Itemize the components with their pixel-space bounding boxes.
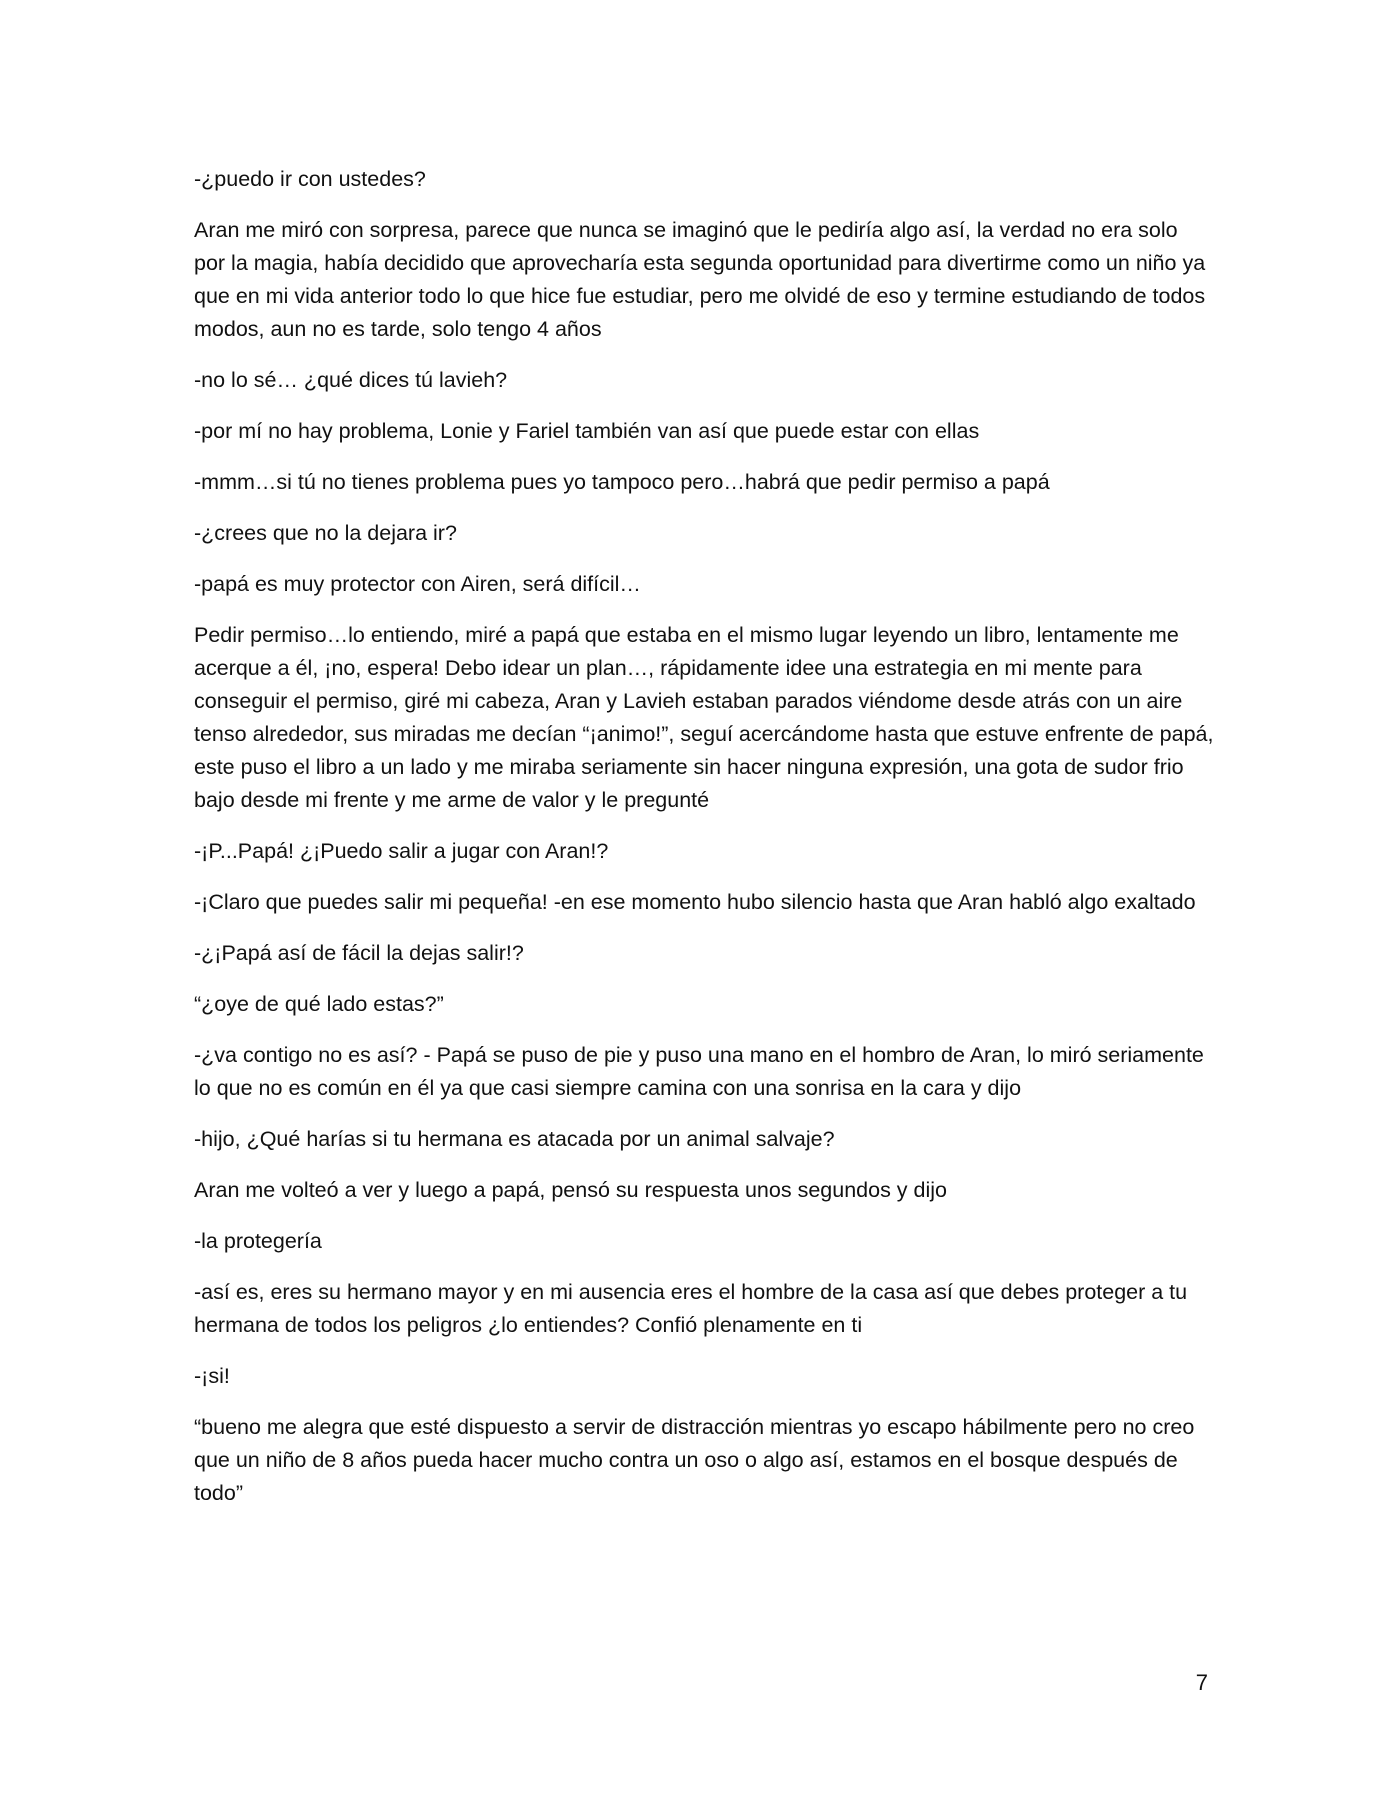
- paragraph: -¡si!: [194, 1364, 230, 1388]
- paragraph: Pedir permiso…lo entiendo, miré a papá que estaba en el mismo lugar leyendo un libro, lentamente me acerque a él, ¡no, espera! Debo idear un plan…, rápidamente idee una estrategia en mi mente para conseguir el permiso, giré mi cabeza, Aran y Lavieh estaban parados viéndome desde atrás con un aire tenso alrededor, sus miradas me decían “¡animo!”, seguí acercándome hasta que estuve enfrente de papá, este puso el libro a un lado y me miraba seriamente sin hacer ninguna expresión, una gota de sudor frio bajo desde mi frente y me arme de valor y le pregunté: [194, 623, 1214, 812]
- paragraph: -¿crees que no la dejara ir?: [194, 521, 457, 545]
- paragraph: -¡Claro que puedes salir mi pequeña! -en ese momento hubo silencio hasta que Aran habló algo exaltado: [194, 890, 1196, 914]
- paragraph: Aran me miró con sorpresa, parece que nunca se imaginó que le pediría algo así, la verdad no era solo por la magia, había decidido que aprovecharía esta segunda oportunidad para divertirme como un niño ya que en mi vida anterior todo lo que hice fue estudiar, pero me olvidé de eso y termine estudiando de todos modos, aun no es tarde, solo tengo 4 años: [194, 218, 1206, 341]
- paragraph: -no lo sé… ¿qué dices tú lavieh?: [194, 368, 508, 392]
- paragraph: -papá es muy protector con Airen, será difícil…: [194, 572, 641, 596]
- paragraph: Aran me volteó a ver y luego a papá, pensó su respuesta unos segundos y dijo: [194, 1178, 947, 1202]
- paragraph: -¡P...Papá! ¿¡Puedo salir a jugar con Aran!?: [194, 839, 609, 863]
- paragraph: -así es, eres su hermano mayor y en mi ausencia eres el hombre de la casa así que debes proteger a tu hermana de todos los peligros ¿lo entiendes? Confió plenamente en ti: [194, 1280, 1188, 1337]
- paragraph: -¿va contigo no es así? - Papá se puso de pie y puso una mano en el hombro de Aran, lo miró seriamente lo que no es común en él ya que casi siempre camina con una sonrisa en la cara y dijo: [194, 1043, 1204, 1100]
- paragraph: -la protegería: [194, 1229, 322, 1253]
- page-number: 7: [1195, 1670, 1208, 1695]
- paragraph: -hijo, ¿Qué harías si tu hermana es atacada por un animal salvaje?: [194, 1127, 835, 1151]
- body-text: [194, 163, 1214, 1528]
- paragraph: “bueno me alegra que esté dispuesto a servir de distracción mientras yo escapo hábilmente pero no creo que un niño de 8 años pueda hacer mucho contra un oso o algo así, estamos en el bosque después de todo”: [194, 1415, 1195, 1505]
- paragraph: -por mí no hay problema, Lonie y Fariel también van así que puede estar con ellas: [194, 419, 980, 443]
- paragraph: -¿puedo ir con ustedes?: [194, 167, 426, 191]
- paragraph: -mmm…si tú no tienes problema pues yo tampoco pero…habrá que pedir permiso a papá: [194, 470, 1050, 494]
- paragraph: -¿¡Papá así de fácil la dejas salir!?: [194, 941, 524, 965]
- paragraph: “¿oye de qué lado estas?”: [194, 992, 444, 1016]
